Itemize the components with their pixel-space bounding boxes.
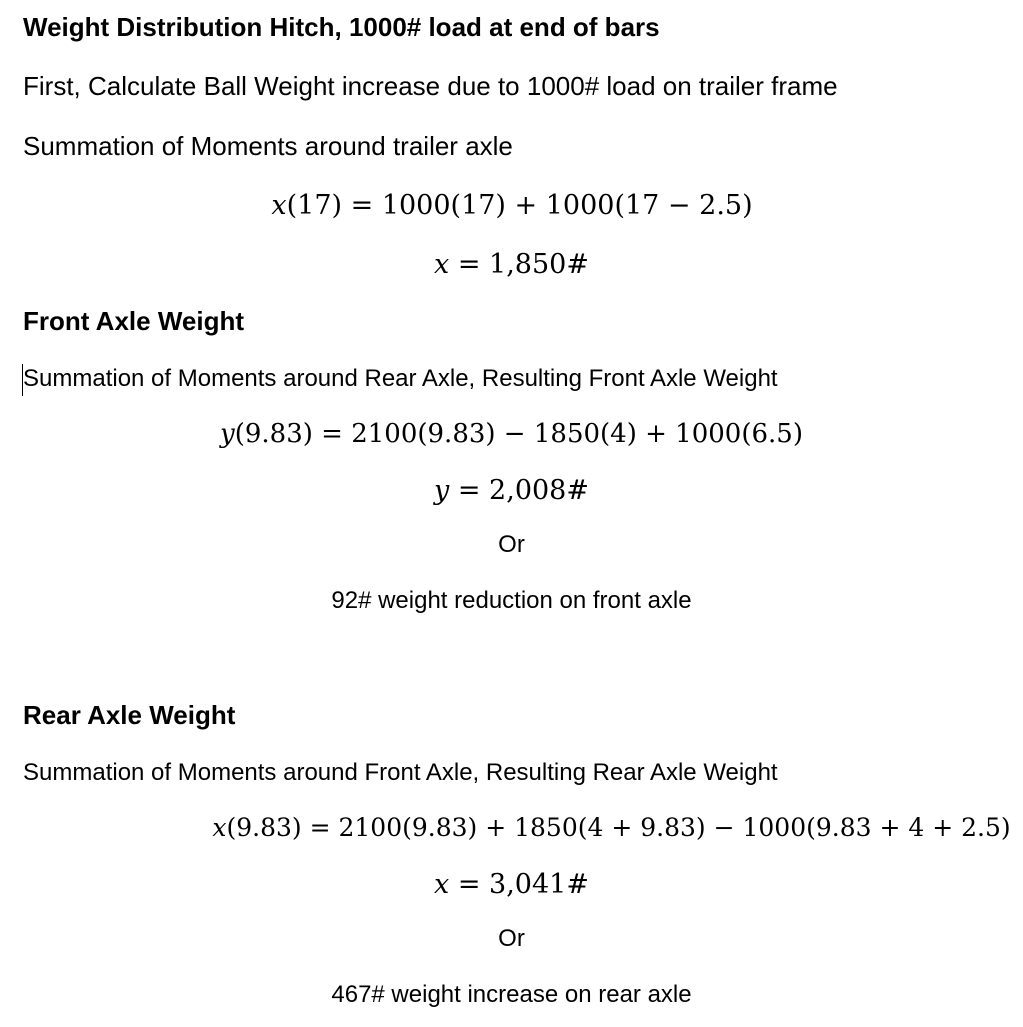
equation-variable: x [212, 813, 227, 842]
rear-axle-summary: 467# weight increase on rear axle [331, 981, 692, 1008]
result-expression: = 2,008# [449, 475, 589, 506]
result-variable: y [434, 475, 450, 506]
rear-axle-subtitle: Summation of Moments around Front Axle, Resulting Rear Axle Weight [23, 759, 778, 786]
equation-expression: (17) = 1000(17) + 1000(17 − 2.5) [286, 190, 753, 221]
intro-paragraph: First, Calculate Ball Weight increase due to 1000# load on trailer frame [23, 71, 838, 101]
rear-axle-heading: Rear Axle Weight [23, 700, 236, 730]
rear-axle-or-label: Or [498, 925, 525, 952]
front-axle-subtitle: Summation of Moments around Rear Axle, Resulting Front Axle Weight [23, 365, 778, 392]
document-title: Weight Distribution Hitch, 1000# load at end of bars [23, 12, 660, 42]
result-expression: = 1,850# [449, 249, 589, 280]
front-axle-heading: Front Axle Weight [23, 306, 244, 336]
equation-expression: (9.83) = 2100(9.83) − 1850(4) + 1000(6.5) [234, 419, 803, 449]
result-expression: = 3,041# [449, 869, 589, 900]
result-variable: x [434, 869, 450, 900]
ball-weight-result [0, 251, 1023, 278]
ball-weight-equation [0, 192, 1023, 219]
equation-variable: x [271, 190, 287, 221]
ball-weight-subtitle: Summation of Moments around trailer axle [23, 131, 513, 161]
result-variable: x [434, 249, 450, 280]
rear-axle-result [0, 871, 1023, 898]
rear-axle-equation [0, 815, 1023, 840]
equation-expression: (9.83) = 2100(9.83) + 1850(4 + 9.83) − 1000(9.83 + 4 + 2.5) [226, 813, 1011, 842]
front-axle-result [0, 477, 1023, 504]
equation-variable: y [220, 419, 235, 449]
front-axle-or-label: Or [498, 531, 525, 558]
front-axle-summary: 92# weight reduction on front axle [331, 587, 692, 614]
front-axle-equation [0, 421, 1023, 447]
